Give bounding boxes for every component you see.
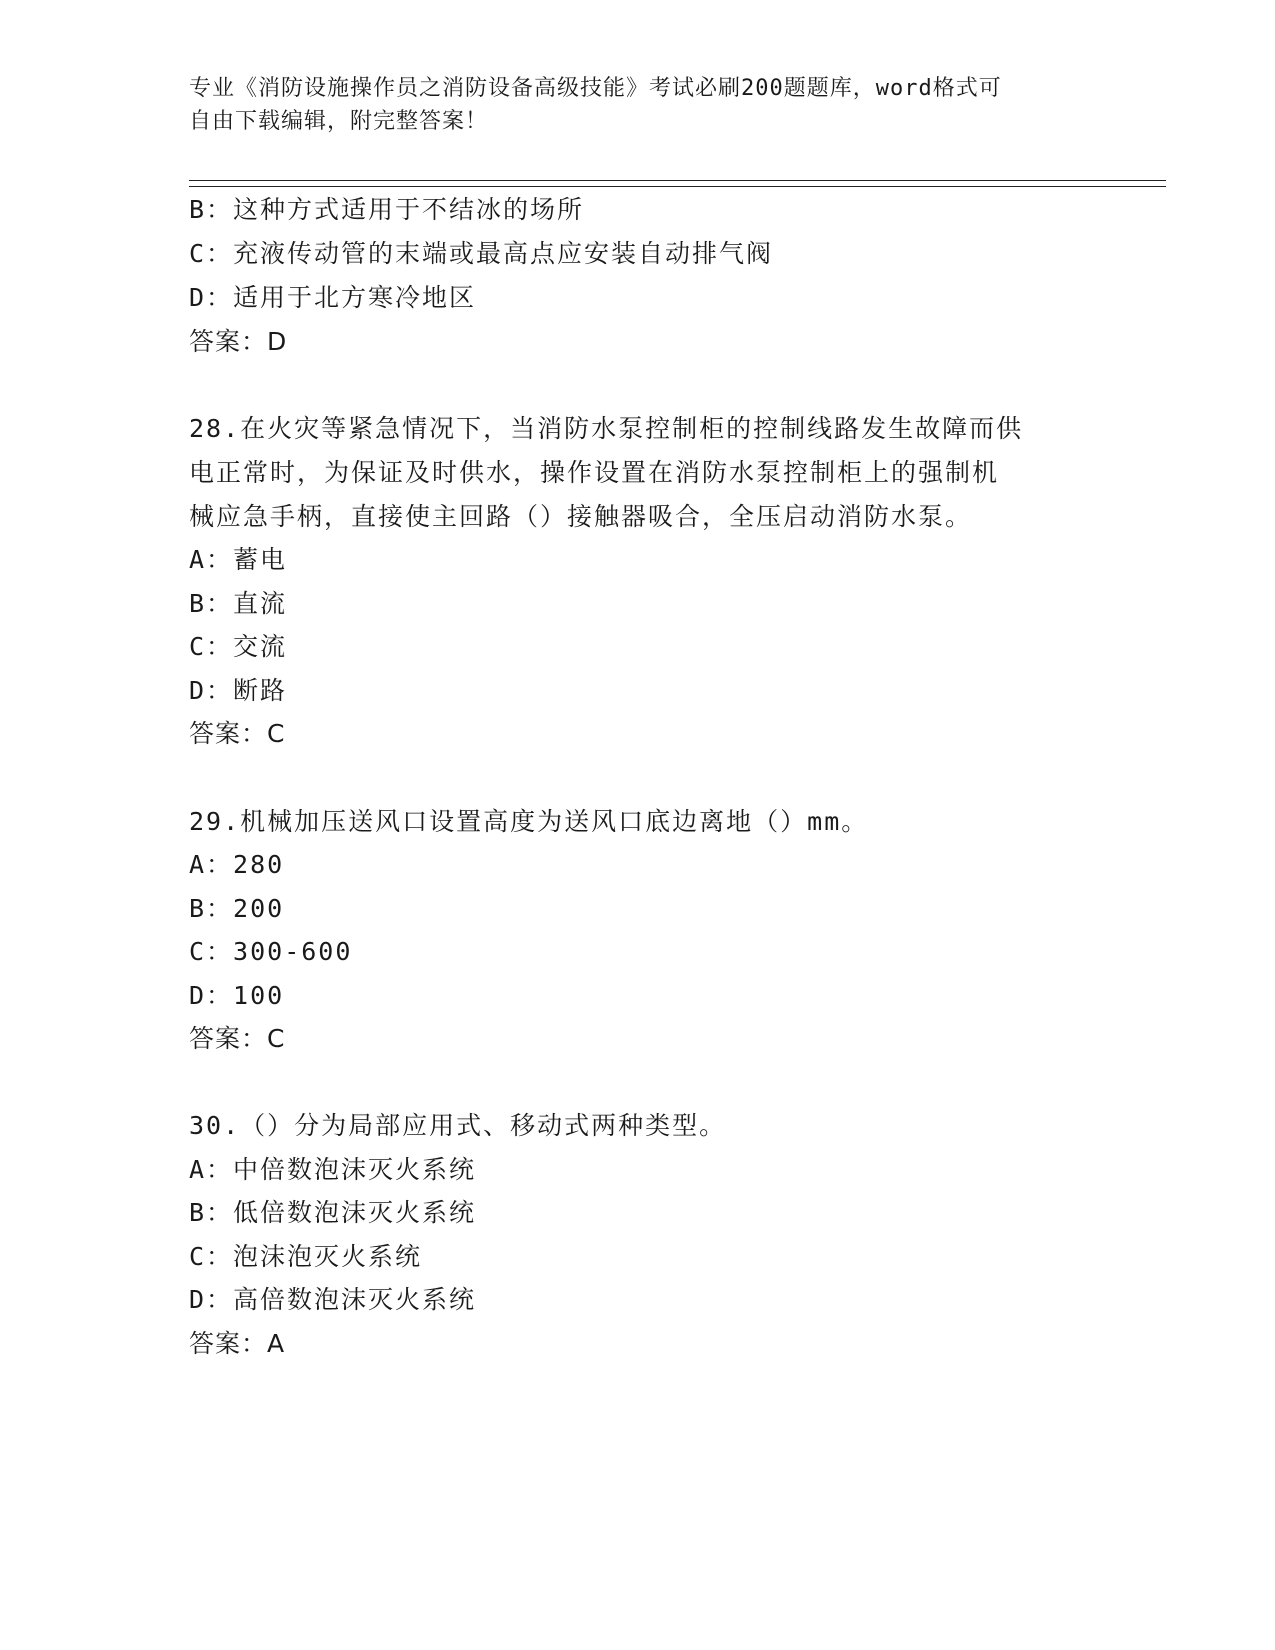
question-28-stem-line-3: 械应急手柄，直接使主回路（）接触器吸合，全压启动消防水泵。	[189, 502, 973, 531]
option-d: D：适用于北方寒冷地区	[189, 283, 477, 312]
question-30-answer: 答案：A	[189, 1329, 286, 1358]
answer: 答案：D	[189, 327, 288, 356]
option-c: C：充液传动管的末端或最高点应安装自动排气阀	[189, 239, 774, 268]
header-line-1: 专业《消防设施操作员之消防设备高级技能》考试必刷200题题库，word格式可	[189, 76, 1002, 101]
question-28-stem-line-2: 电正常时，为保证及时供水，操作设置在消防水泵控制柜上的强制机	[189, 458, 1000, 487]
question-30-option-d: D：高倍数泡沫灭火系统	[189, 1285, 477, 1314]
question-30-option-b: B：低倍数泡沫灭火系统	[189, 1198, 477, 1227]
header-divider-top	[189, 180, 1166, 181]
question-28-answer: 答案：C	[189, 719, 286, 748]
question-29-option-b: B：200	[189, 894, 285, 923]
question-28-option-b: B：直流	[189, 589, 288, 618]
document-header	[189, 72, 1069, 138]
question-28-stem-line-1: 28.在火灾等紧急情况下，当消防水泵控制柜的控制线路发生故障而供	[189, 414, 1024, 443]
header-line-2: 自由下载编辑，附完整答案！	[189, 109, 489, 134]
question-29-option-c: C：300-600	[189, 937, 353, 966]
question-28-option-a: A：蓄电	[189, 545, 288, 574]
header-divider-bottom	[189, 186, 1166, 187]
question-30-stem: 30.（）分为局部应用式、移动式两种类型。	[189, 1111, 727, 1140]
question-28-option-d: D：断路	[189, 676, 288, 705]
question-29-stem: 29.机械加压送风口设置高度为送风口底边离地（）mm。	[189, 807, 869, 836]
question-29-answer: 答案：C	[189, 1024, 286, 1053]
question-30-option-a: A：中倍数泡沫灭火系统	[189, 1155, 477, 1184]
question-28-option-c: C：交流	[189, 632, 288, 661]
question-29-option-a: A：280	[189, 850, 285, 879]
question-30-option-c: C：泡沫泡灭火系统	[189, 1242, 423, 1271]
question-29-option-d: D：100	[189, 981, 285, 1010]
option-b: B：这种方式适用于不结冰的场所	[189, 195, 585, 224]
